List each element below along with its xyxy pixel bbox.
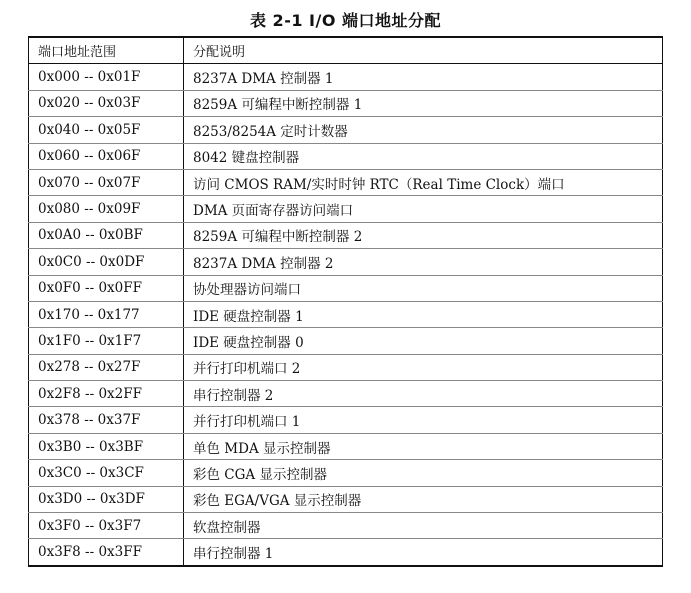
- table-row: [29, 169, 663, 195]
- description-cell: IDE 硬盘控制器 0: [184, 328, 663, 354]
- header-row: [29, 37, 663, 64]
- table-row: [29, 513, 663, 539]
- table-row: [29, 222, 663, 248]
- io-port-table: [28, 36, 663, 567]
- description-cell: IDE 硬盘控制器 1: [184, 301, 663, 327]
- table-row: [29, 143, 663, 169]
- port-range-cell: 0x3D0 -- 0x3DF: [29, 486, 184, 512]
- description-cell: 单色 MDA 显示控制器: [184, 433, 663, 459]
- table-row: [29, 196, 663, 222]
- port-range-cell: 0x1F0 -- 0x1F7: [29, 328, 184, 354]
- table-row: [29, 328, 663, 354]
- port-range-cell: 0x020 -- 0x03F: [29, 90, 184, 116]
- table-header: [29, 37, 663, 64]
- table-row: [29, 90, 663, 116]
- table-row: [29, 301, 663, 327]
- table-row: [29, 460, 663, 486]
- port-range-cell: 0x278 -- 0x27F: [29, 354, 184, 380]
- table-row: [29, 433, 663, 459]
- port-range-cell: 0x060 -- 0x06F: [29, 143, 184, 169]
- description-cell: 8253/8254A 定时计数器: [184, 117, 663, 143]
- table-caption: 表 2-1 I/O 端口地址分配: [249, 11, 442, 30]
- table-row: [29, 539, 663, 566]
- description-cell: 8042 键盘控制器: [184, 143, 663, 169]
- description-cell: 协处理器访问端口: [184, 275, 663, 301]
- description-cell: 8259A 可编程中断控制器 1: [184, 90, 663, 116]
- table-row: [29, 275, 663, 301]
- port-range-cell: 0x000 -- 0x01F: [29, 64, 184, 90]
- table-row: [29, 354, 663, 380]
- port-range-cell: 0x170 -- 0x177: [29, 301, 184, 327]
- table-row: [29, 64, 663, 90]
- description-cell: 8259A 可编程中断控制器 2: [184, 222, 663, 248]
- table-row: [29, 381, 663, 407]
- table-row: [29, 117, 663, 143]
- description-cell: 串行控制器 1: [184, 539, 663, 566]
- port-range-cell: 0x070 -- 0x07F: [29, 169, 184, 195]
- port-range-cell: 0x0A0 -- 0x0BF: [29, 222, 184, 248]
- description-cell: 软盘控制器: [184, 513, 663, 539]
- port-range-cell: 0x0C0 -- 0x0DF: [29, 249, 184, 275]
- port-range-cell: 0x080 -- 0x09F: [29, 196, 184, 222]
- table-row: [29, 486, 663, 512]
- table-row: [29, 249, 663, 275]
- description-cell: 并行打印机端口 1: [184, 407, 663, 433]
- description-cell: 彩色 CGA 显示控制器: [184, 460, 663, 486]
- header-port-range: 端口地址范围: [29, 37, 184, 64]
- port-range-cell: 0x2F8 -- 0x2FF: [29, 381, 184, 407]
- description-cell: DMA 页面寄存器访问端口: [184, 196, 663, 222]
- port-range-cell: 0x3B0 -- 0x3BF: [29, 433, 184, 459]
- table-row: [29, 407, 663, 433]
- description-cell: 并行打印机端口 2: [184, 354, 663, 380]
- port-range-cell: 0x0F0 -- 0x0FF: [29, 275, 184, 301]
- header-description: 分配说明: [184, 37, 663, 64]
- description-cell: 8237A DMA 控制器 2: [184, 249, 663, 275]
- port-range-cell: 0x040 -- 0x05F: [29, 117, 184, 143]
- port-range-cell: 0x3F8 -- 0x3FF: [29, 539, 184, 566]
- port-range-cell: 0x3C0 -- 0x3CF: [29, 460, 184, 486]
- table-body: [29, 64, 663, 566]
- port-range-cell: 0x378 -- 0x37F: [29, 407, 184, 433]
- description-cell: 串行控制器 2: [184, 381, 663, 407]
- port-range-cell: 0x3F0 -- 0x3F7: [29, 513, 184, 539]
- description-cell: 访问 CMOS RAM/实时时钟 RTC（Real Time Clock）端口: [184, 169, 663, 195]
- description-cell: 彩色 EGA/VGA 显示控制器: [184, 486, 663, 512]
- description-cell: 8237A DMA 控制器 1: [184, 64, 663, 90]
